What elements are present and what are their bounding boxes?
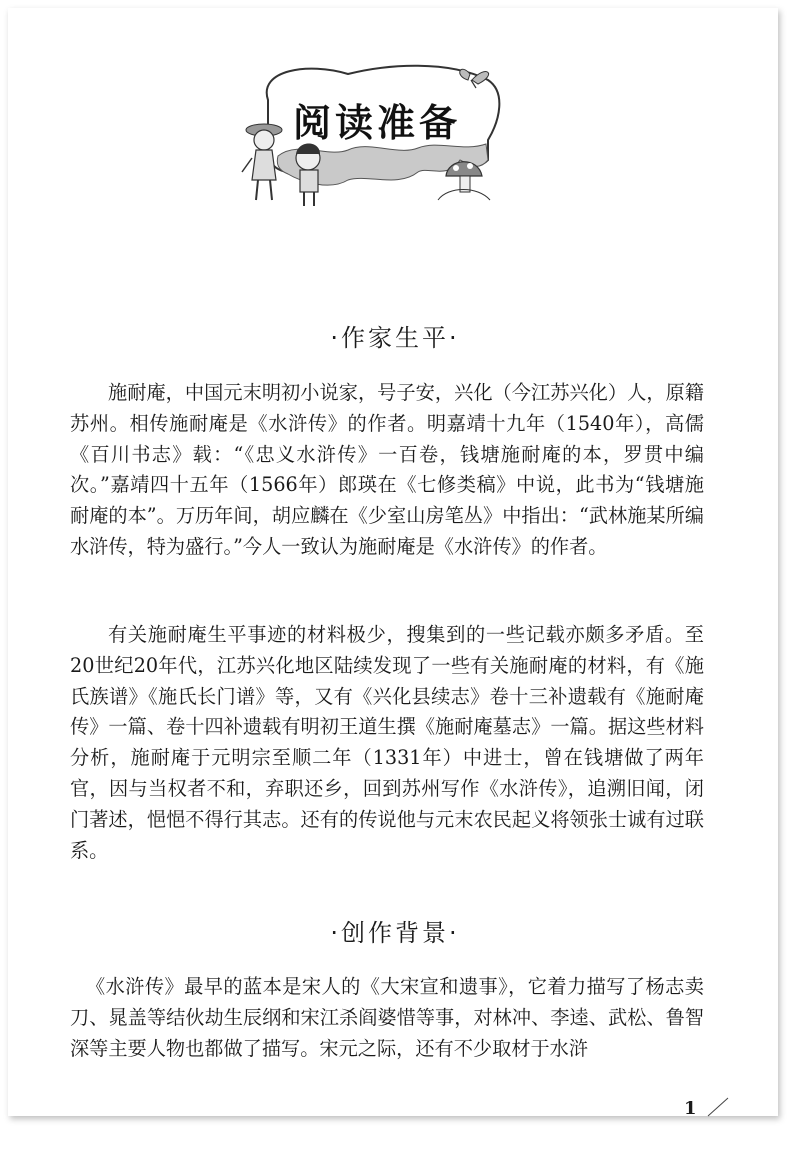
paragraph: 《水浒传》最早的蓝本是宋人的《大宋宣和遗事》，它着力描写了杨志卖刀、晁盖等结伙劫生辰纲和宋江杀阎婆惜等事，对林冲、李逵、武松、鲁智深等主要人物也都做了描写。宋元之际，还有不少取材于水浒	[70, 975, 704, 1060]
boy-character-icon	[296, 144, 320, 207]
paragraph: 有关施耐庵生平事迹的材料极少，搜集到的一些记载亦颇多矛盾。至20世纪20年代，江苏兴化地区陆续发现了一些有关施耐庵的材料，有《施氏族谱》《施氏长门谱》等，又有《兴化县续志》卷十三补遗载有《施耐庵传》一篇、卷十四补遗载有明初王道生撰《施耐庵墓志》一篇。据这些材料分析，施耐庵于元明宗至顺二年（1331年）中进士，曾在钱塘做了两年官，因与当权者不和，弃职还乡，回到苏州写作《水浒传》，追溯旧闻，闭门著述，悒悒不得行其志。还有的传说他与元末农民起义将领张士诚有过联系。	[70, 623, 704, 862]
section-heading-author-life: ·作家生平·	[330, 324, 460, 352]
paragraph: 施耐庵，中国元末明初小说家，号子安，兴化（今江苏兴化）人，原籍苏州。相传施耐庵是《水浒传》的作者。明嘉靖十九年（1540年），高儒《百川书志》载：“《忠义水浒传》一百卷，钱塘施耐庵的本，罗贯中编次。”嘉靖四十五年（1566年）郎瑛在《七修类稿》中说，此书为“钱塘施耐庵的本”。万历年间，胡应麟在《少室山房笔丛》中指出：“武林施某所编水浒传，特为盛行。”今人一致认为施耐庵是《水浒传》的作者。	[70, 381, 704, 558]
page-corner-mark	[706, 1096, 730, 1118]
section-heading-creation-background: ·创作背景·	[330, 919, 460, 947]
page-number: 1	[684, 1098, 697, 1119]
banner-title: 阅读准备	[293, 101, 462, 145]
